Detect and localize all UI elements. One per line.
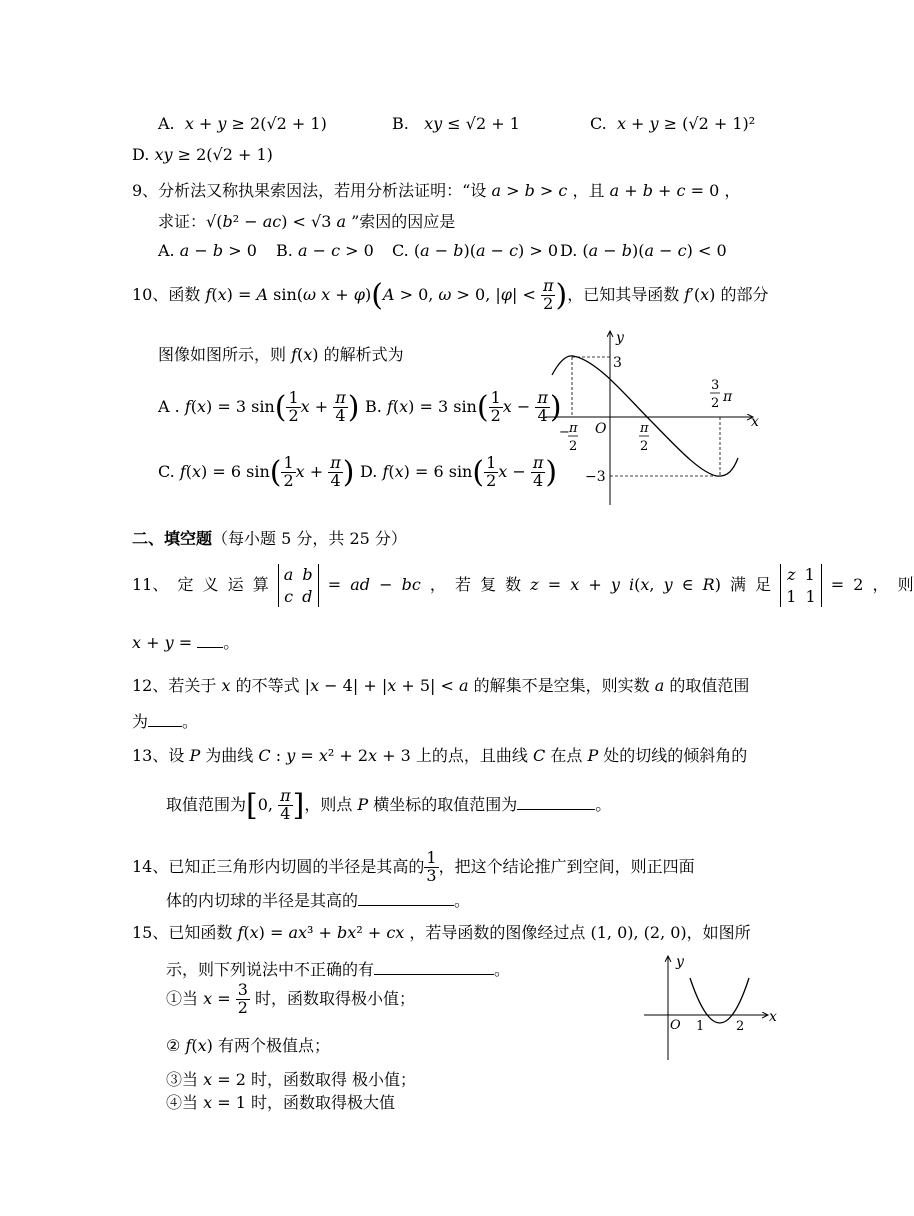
q12-stem-line2: 为 。 — [132, 712, 199, 731]
q15-derivative-graph — [640, 950, 780, 1065]
q14-stem-line2: 体的内切球的半径是其高的 。 — [166, 891, 471, 910]
section2-title: 二、填空题 — [132, 529, 213, 548]
q15-option-2: ② f(x) 有两个极值点； — [166, 1036, 330, 1055]
svg-text:2: 2 — [711, 396, 720, 411]
q15-option-4: ④当 x = 1 时，函数取得极大值 — [166, 1093, 395, 1112]
svg-text:π: π — [569, 421, 578, 436]
q10-origin-label: O — [595, 421, 607, 437]
q15-x-label: x — [769, 1009, 777, 1025]
q9-option-d: D. (a − b)(a − c) < 0 — [560, 241, 727, 260]
q10-x-right-label — [710, 378, 733, 411]
q9-option-c: C. (a − b)(a − c) > 0 — [392, 241, 559, 260]
q10-option-c: C. f(x) = 6 sin( $\frac{1}{2}$ x + $\frac{\pi}{4}$ ) — [158, 453, 355, 490]
q11-stem-line1: 11、 定 义 运 算 a b c d = ad − bc ， 若 复 数 z = x + y i(x, y ∈ R) 满 足 z 1 1 1 = 2 ， 则 — [132, 565, 914, 606]
q10-y-label: y — [616, 330, 624, 346]
q10-y-top-label: 3 — [613, 355, 622, 371]
q10-x-left-label — [559, 421, 578, 454]
q15-y-label: y — [676, 954, 684, 970]
q10-stem-line1: 10、函数 f(x) = A sin(ω x + φ)(A > 0, ω > 0, |φ| < $\frac{\pi}{2}$ )，已知其导函数 f′(x) 的部分 — [132, 276, 769, 313]
q8-option-a: A. x + y ≥ 2(√2 + 1) — [158, 114, 327, 133]
q15-option-3: ③当 x = 2 时，函数取得 极小值； — [166, 1070, 417, 1089]
q10-curve — [552, 356, 738, 476]
svg-text:3: 3 — [711, 378, 720, 393]
q9-option-b: B. a − c > 0 — [276, 241, 374, 260]
q10-option-d: D. f(x) = 6 sin( $\frac{1}{2}$ x − $\frac{\pi}{4}$ ) — [360, 453, 558, 490]
q10-stem-line2: 图像如图所示，则 f(x) 的解析式为 — [158, 345, 404, 364]
q8-option-d: D. xy ≥ 2(√2 + 1) — [132, 145, 273, 164]
q15-curve — [690, 978, 749, 1023]
q10-option-b: B. f(x) = 3 sin( $\frac{1}{2}$ x − $\frac{\pi}{4}$ ) — [365, 388, 562, 425]
q8-option-b: B. xy ≤ √2 + 1 — [392, 114, 520, 133]
q12-stem-line1: 12、若关于 x 的不等式 |x − 4| + |x + 5| < a 的解集不是空集，则实数 a 的取值范围 — [132, 676, 750, 695]
q10-x-mid-label — [639, 421, 649, 454]
svg-text:2: 2 — [640, 439, 649, 454]
q15-x1-label: 1 — [696, 1019, 705, 1034]
svg-text:π: π — [640, 421, 649, 436]
q9-stem-line2: 求证：√(b² − ac) < √3 a ”索因的因应是 — [158, 212, 456, 231]
q15-stem-line1: 15、已知函数 f(x) = ax³ + bx² + cx ，若导函数的图像经过点 (1, 0), (2, 0)，如图所 — [132, 923, 751, 942]
svg-text:2: 2 — [569, 439, 578, 454]
q10-option-a: A . f(x) = 3 sin( $\frac{1}{2}$ x + $\frac{\pi}{4}$ ) — [158, 388, 360, 425]
q10-derivative-graph — [545, 325, 770, 510]
section2-note: （每小题 5 分，共 25 分） — [212, 529, 407, 548]
q9-option-a: A. a − b > 0 — [158, 241, 257, 260]
svg-text:−: − — [559, 425, 570, 440]
q15-stem-line2: 示，则下列说法中不正确的有 。 — [166, 960, 511, 979]
q10-y-bottom-label: −3 — [585, 469, 606, 485]
q8-option-c: C. x + y ≥ (√2 + 1)² — [590, 114, 756, 133]
q11-stem-line2: x + y = 。 — [132, 633, 240, 652]
q15-origin-label: O — [670, 1018, 681, 1033]
q15-option-1: ①当 x = $\frac{3}{2}$ 时，函数取得极小值； — [166, 980, 415, 1017]
q9-stem-line1: 9、分析法又称执果索因法，若用分析法证明：“设 a > b > c ，且 a + b + c = 0 ， — [132, 181, 741, 200]
q14-stem-line1: 14、已知正三角形内切圆的半径是其高的 $\frac{1}{3}$ ，把这个结论推广到空间，则正四面 — [132, 848, 695, 885]
section2-heading — [132, 526, 407, 549]
q15-x2-label: 2 — [736, 1019, 745, 1034]
q13-stem-line1: 13、设 P 为曲线 C : y = x² + 2x + 3 上的点，且曲线 C 在点 P 处的切线的倾斜角的 — [132, 746, 748, 765]
q10-x-label: x — [751, 414, 759, 430]
q13-stem-line2: 取值范围为[0, $\frac{\pi}{4}$ ]，则点 P 横坐标的取值范围为 。 — [166, 786, 612, 823]
svg-text:π: π — [723, 389, 733, 405]
